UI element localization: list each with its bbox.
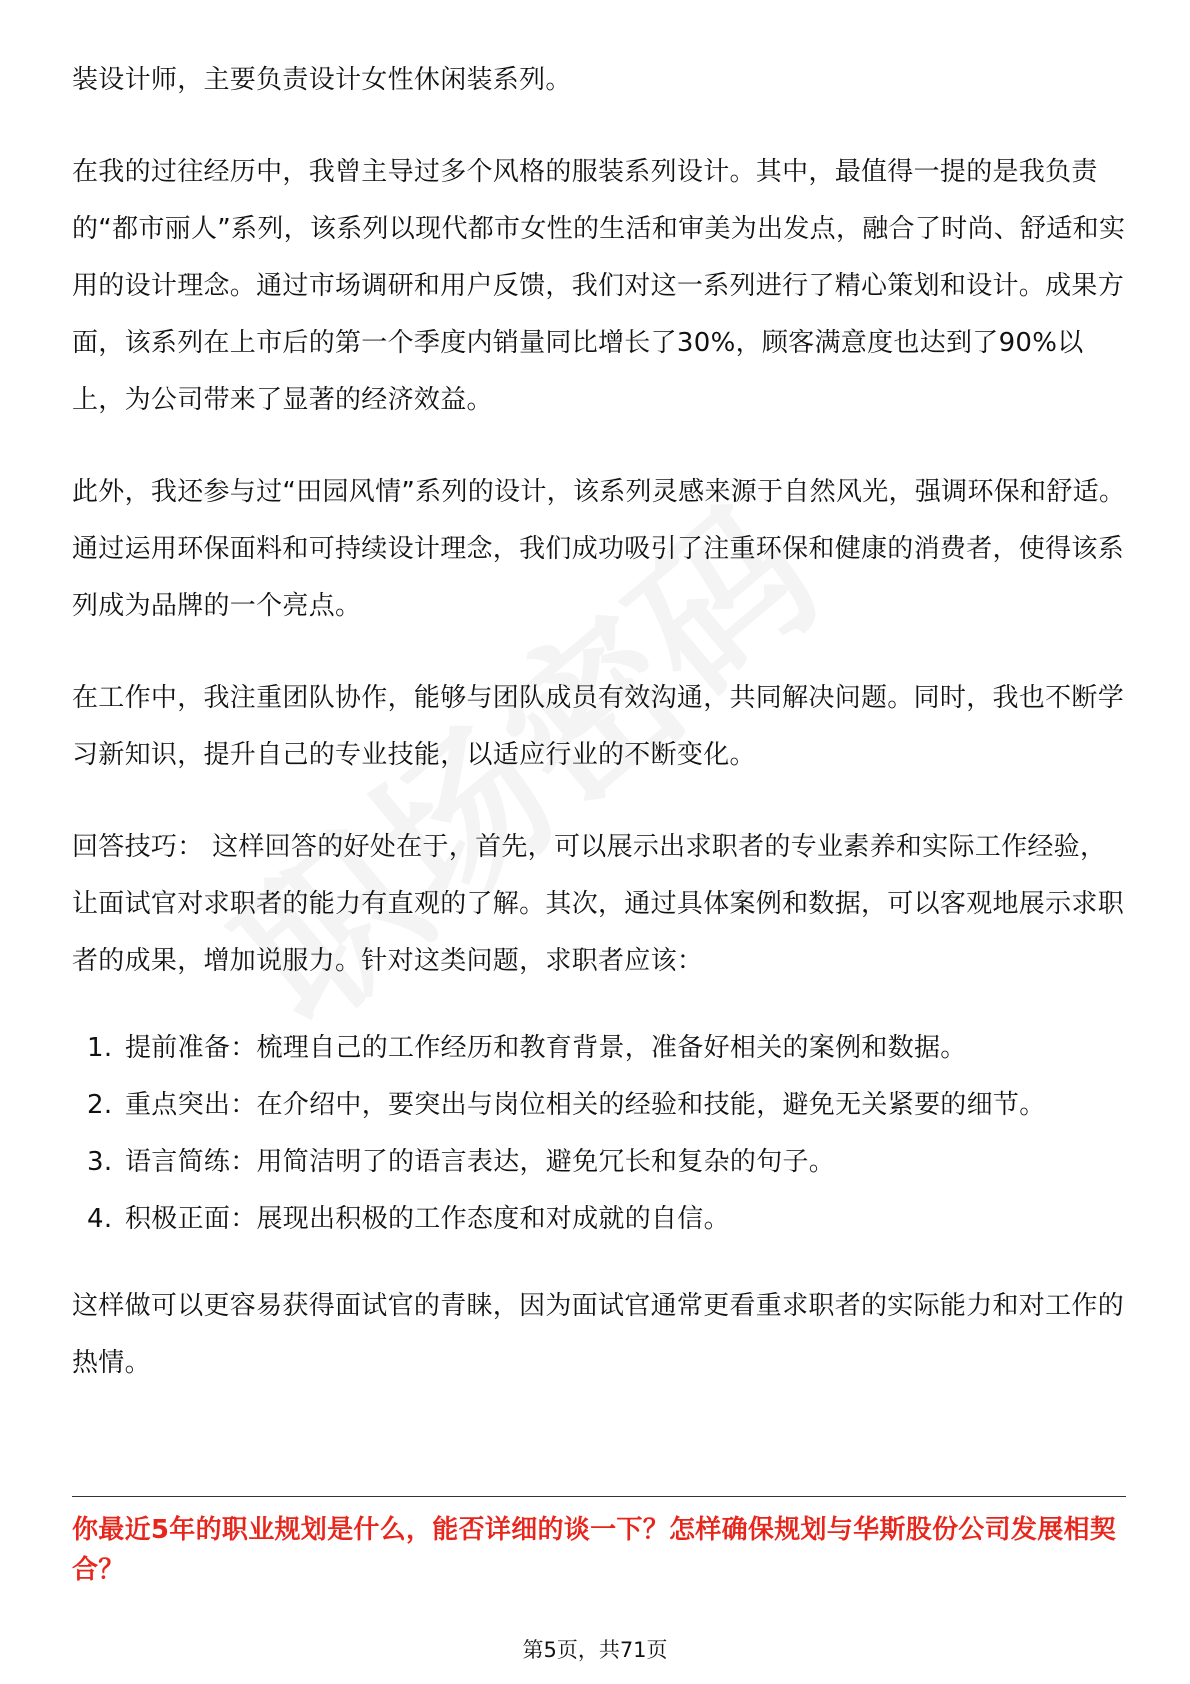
- list-item-text: 提前准备：梳理自己的工作经历和教育背景，准备好相关的案例和数据。: [125, 1033, 967, 1063]
- list-item: [72, 1191, 1132, 1248]
- list-number: 2.: [87, 1090, 113, 1120]
- section-divider: [72, 1496, 1126, 1497]
- paragraph-4: 在工作中，我注重团队协作，能够与团队成员有效沟通，共同解决问题。同时，我也不断学习新知识，提升自己的专业技能，以适应行业的不断变化。: [72, 683, 1125, 770]
- list-item: [72, 1020, 1132, 1077]
- list-number: 4.: [87, 1204, 113, 1234]
- list-item-text: 重点突出：在介绍中，要突出与岗位相关的经验和技能，避免无关紧要的细节。: [125, 1090, 1046, 1120]
- list-item-text: 语言简练：用简洁明了的语言表达，避免冗长和复杂的句子。: [125, 1147, 836, 1177]
- interview-question: 你最近5年的职业规划是什么，能否详细的谈一下？怎样确保规划与华斯股份公司发展相契合？: [72, 1515, 1117, 1585]
- paragraph-1: 装设计师，主要负责设计女性休闲装系列。: [72, 65, 572, 95]
- paragraph-2: 在我的过往经历中，我曾主导过多个风格的服装系列设计。其中，最值得一提的是我负责的“都市丽人”系列，该系列以现代都市女性的生活和审美为出发点，融合了时尚、舒适和实用的设计理念。通过市场调研和用户反馈，我们对这一系列进行了精心策划和设计。成果方面，该系列在上市后的第一个季度内销量同比增长了30%，顾客满意度也达到了90%以上，为公司带来了显著的经济效益。: [72, 157, 1126, 415]
- page-footer: 第5页，共71页: [522, 1638, 668, 1662]
- closing-paragraph: 这样做可以更容易获得面试官的青睐，因为面试官通常更看重求职者的实际能力和对工作的热情。: [72, 1291, 1125, 1378]
- list-item-text: 积极正面：展现出积极的工作态度和对成就的自信。: [125, 1204, 730, 1234]
- answer-tips-paragraph: 回答技巧： 这样回答的好处在于，首先，可以展示出求职者的专业素养和实际工作经验，让面试官对求职者的能力有直观的了解。其次，通过具体案例和数据，可以客观地展示求职者的成果，增加说服力。针对这类问题，求职者应该：: [72, 832, 1125, 976]
- tips-list: [72, 1020, 1132, 1248]
- list-item: [72, 1134, 1132, 1191]
- list-item: [72, 1077, 1132, 1134]
- paragraph-3: 此外，我还参与过“田园风情”系列的设计，该系列灵感来源于自然风光，强调环保和舒适。通过运用环保面料和可持续设计理念，我们成功吸引了注重环保和健康的消费者，使得该系列成为品牌的一个亮点。: [72, 477, 1126, 621]
- list-number: 3.: [87, 1147, 113, 1177]
- list-number: 1.: [87, 1033, 113, 1063]
- document-body: [72, 52, 1132, 1392]
